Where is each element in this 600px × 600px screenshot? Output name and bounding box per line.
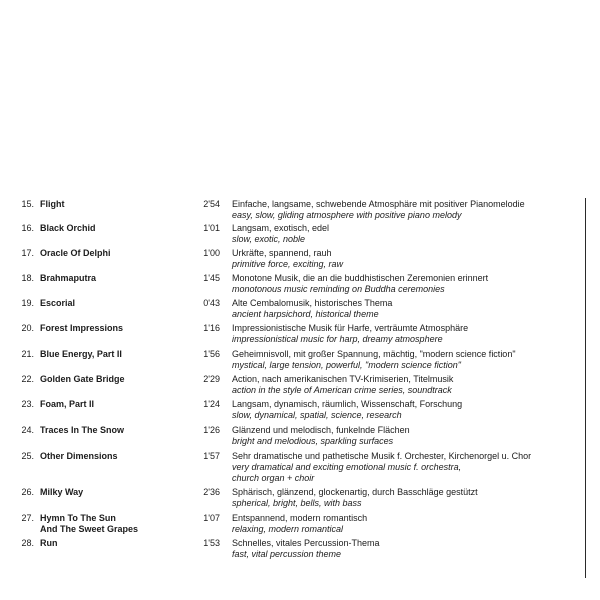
track-number: 27. (21, 513, 34, 523)
description-german: Geheimnisvoll, mit großer Spannung, mächtig, "modern science fiction" (232, 349, 516, 359)
track-description (232, 248, 577, 270)
description-english: primitive force, exciting, raw (232, 259, 344, 269)
description-english: slow, exotic, noble (232, 234, 306, 244)
description-english: mystical, large tension, powerful, "modern science fiction" (232, 360, 461, 370)
track-duration: 2'54 (203, 199, 220, 209)
track-title-line: Flight (40, 199, 65, 209)
track-title (40, 487, 190, 498)
track-duration: 1'01 (203, 223, 220, 233)
track-title (40, 298, 190, 309)
track-description (232, 513, 577, 535)
description-german: Langsam, dynamisch, räumlich, Wissenschaft, Forschung (232, 399, 463, 409)
track-title-line: Other Dimensions (40, 451, 118, 461)
track-title-line: Blue Energy, Part II (40, 349, 122, 359)
track-description (232, 298, 577, 320)
track-duration: 1'56 (203, 349, 220, 359)
track-description (232, 487, 577, 509)
track-number: 24. (21, 425, 34, 435)
track-description (232, 199, 577, 221)
track-duration: 1'07 (203, 513, 220, 523)
track-number: 17. (21, 248, 34, 258)
track-number: 28. (21, 538, 34, 548)
description-german: Alte Cembalomusik, historisches Thema (232, 298, 393, 308)
track-duration: 1'24 (203, 399, 220, 409)
description-english: slow, dynamical, spatial, science, research (232, 410, 402, 420)
description-english: monotonous music reminding on Buddha ceremonies (232, 284, 445, 294)
track-description (232, 273, 577, 295)
track-description (232, 538, 577, 560)
track-description (232, 425, 577, 447)
track-title-line: Milky Way (40, 487, 84, 497)
track-title-line: Foam, Part II (40, 399, 95, 409)
track-description (232, 223, 577, 245)
description-english: easy, slow, gliding atmosphere with positive piano melody (232, 210, 462, 220)
track-number: 19. (21, 298, 34, 308)
description-english: fast, vital percussion theme (232, 549, 342, 559)
track-duration: 0'43 (203, 298, 220, 308)
track-duration: 1'53 (203, 538, 220, 548)
track-title (40, 399, 190, 410)
track-title-line: Run (40, 538, 58, 548)
track-title (40, 199, 190, 210)
track-title (40, 273, 190, 284)
vertical-rule (585, 198, 586, 578)
track-number: 18. (21, 273, 34, 283)
description-english: spherical, bright, bells, with bass (232, 498, 362, 508)
track-title (40, 451, 190, 462)
track-title (40, 349, 190, 360)
description-german: Entspannend, modern romantisch (232, 513, 368, 523)
track-duration: 2'29 (203, 374, 220, 384)
track-number: 15. (21, 199, 34, 209)
track-title-line: Hymn To The Sun (40, 513, 116, 523)
track-duration: 1'16 (203, 323, 220, 333)
track-duration: 1'45 (203, 273, 220, 283)
description-english: relaxing, modern romantical (232, 524, 344, 534)
description-english: ancient harpsichord, historical theme (232, 309, 379, 319)
track-description (232, 451, 577, 484)
description-german: Impressionistische Musik für Harfe, verträumte Atmosphäre (232, 323, 469, 333)
description-german: Glänzend und melodisch, funkelnde Flächen (232, 425, 410, 435)
track-duration: 1'57 (203, 451, 220, 461)
description-english: very dramatical and exciting emotional music f. orchestra, (232, 462, 462, 472)
description-english: church organ + choir (232, 473, 315, 483)
track-title-line: Black Orchid (40, 223, 96, 233)
track-description (232, 323, 577, 345)
track-number: 20. (21, 323, 34, 333)
track-title-line: Golden Gate Bridge (40, 374, 125, 384)
track-description (232, 374, 577, 396)
track-title (40, 323, 190, 334)
track-title (40, 513, 190, 535)
description-english: bright and melodious, sparkling surfaces (232, 436, 394, 446)
track-description (232, 399, 577, 421)
track-title-line: Forest Impressions (40, 323, 124, 333)
description-german: Einfache, langsame, schwebende Atmosphäre mit positiver Pianomelodie (232, 199, 525, 209)
description-english: impressionistical music for harp, dreamy atmosphere (232, 334, 443, 344)
track-title (40, 538, 190, 549)
track-number: 22. (21, 374, 34, 384)
track-number: 16. (21, 223, 34, 233)
track-number: 26. (21, 487, 34, 497)
track-title (40, 248, 190, 259)
track-title (40, 223, 190, 234)
track-title-line: Traces In The Snow (40, 425, 125, 435)
description-german: Langsam, exotisch, edel (232, 223, 330, 233)
track-duration: 1'00 (203, 248, 220, 258)
track-number: 23. (21, 399, 34, 409)
description-german: Sphärisch, glänzend, glockenartig, durch Basschläge gestützt (232, 487, 478, 497)
description-german: Sehr dramatische und pathetische Musik f. Orchester, Kirchenorgel u. Chor (232, 451, 532, 461)
track-title-line: Oracle Of Delphi (40, 248, 111, 258)
track-title (40, 374, 190, 385)
track-title-line: Escorial (40, 298, 76, 308)
track-title (40, 425, 190, 436)
description-german: Action, nach amerikanischen TV-Krimiserien, Titelmusik (232, 374, 454, 384)
description-english: action in the style of American crime series, soundtrack (232, 385, 452, 395)
track-description (232, 349, 577, 371)
track-duration: 1'26 (203, 425, 220, 435)
description-german: Urkräfte, spannend, rauh (232, 248, 332, 258)
track-title-line: Brahmaputra (40, 273, 97, 283)
description-german: Monotone Musik, die an die buddhistischen Zeremonien erinnert (232, 273, 489, 283)
track-number: 21. (21, 349, 34, 359)
track-title-line: And The Sweet Grapes (40, 524, 139, 534)
track-duration: 2'36 (203, 487, 220, 497)
track-number: 25. (21, 451, 34, 461)
description-german: Schnelles, vitales Percussion-Thema (232, 538, 380, 548)
